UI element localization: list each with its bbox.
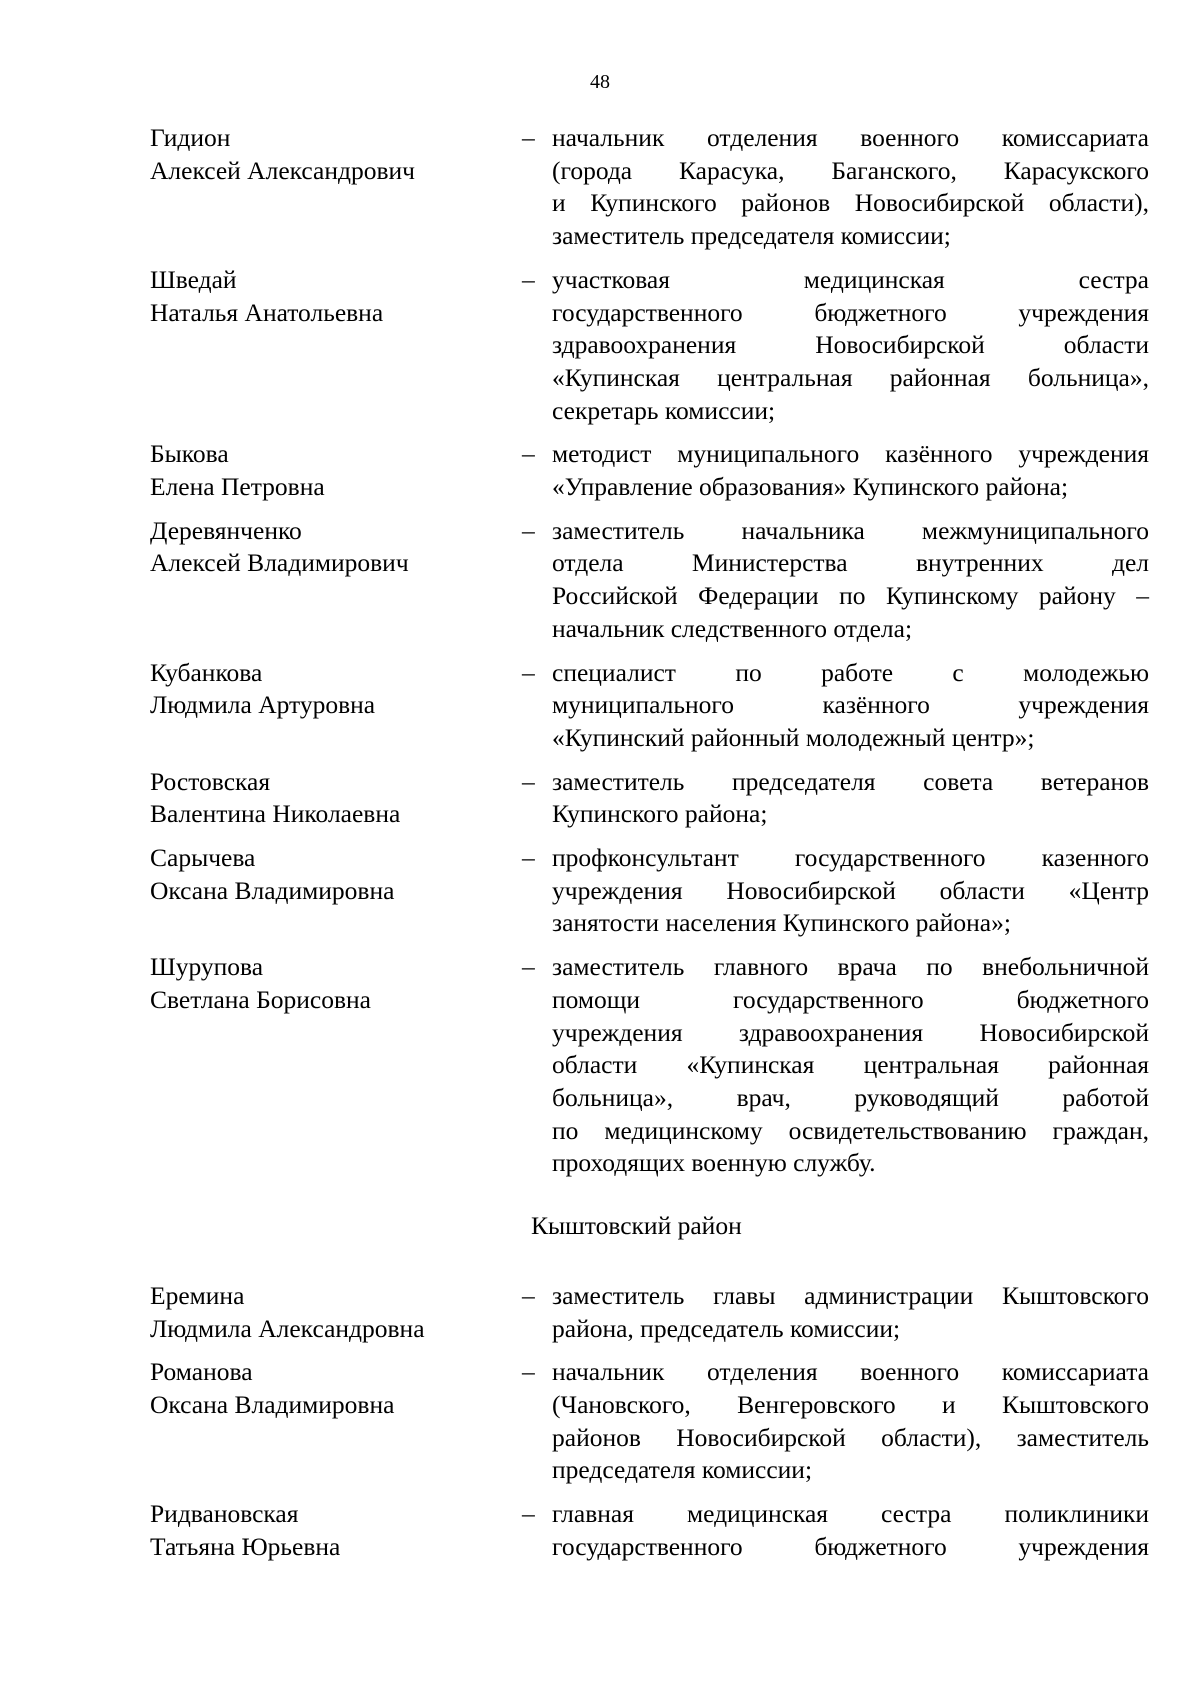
dash-separator: –	[522, 1357, 535, 1387]
position-line: профконсультант государственного казенного	[552, 843, 1149, 873]
dash-separator: –	[522, 1499, 535, 1529]
member-entry	[0, 438, 1200, 503]
member-name	[150, 264, 522, 428]
position-line: «Управление образования» Купинского района;	[552, 472, 1069, 502]
member-given-names: Наталья Анатольевна	[150, 297, 384, 327]
member-entry	[0, 1498, 1200, 1563]
member-given-names: Оксана Владимировна	[150, 875, 395, 905]
member-position	[552, 438, 1149, 503]
member-name	[150, 515, 522, 646]
member-surname: Шурупова	[150, 952, 264, 982]
member-entry	[0, 515, 1200, 646]
member-given-names: Елена Петровна	[150, 472, 325, 502]
member-given-names: Татьяна Юрьевна	[150, 1531, 341, 1561]
dash-separator: –	[522, 439, 535, 469]
member-name	[150, 122, 522, 253]
member-position	[552, 766, 1149, 831]
member-surname: Романова	[150, 1357, 253, 1387]
member-surname: Ростовская	[150, 766, 271, 796]
dash-separator: –	[522, 843, 535, 873]
member-entry	[0, 951, 1200, 1180]
position-line: занятости населения Купинского района»;	[552, 908, 1011, 938]
position-line: муниципального казённого учреждения	[552, 690, 1149, 720]
member-name	[150, 1498, 522, 1563]
member-given-names: Людмила Александровна	[150, 1313, 425, 1343]
member-name	[150, 438, 522, 503]
member-position	[552, 264, 1149, 428]
member-surname: Сарычева	[150, 843, 256, 873]
member-position	[552, 951, 1149, 1180]
member-surname: Кубанкова	[150, 657, 263, 687]
member-position	[552, 515, 1149, 646]
position-line: учреждения здравоохранения Новосибирской	[552, 1017, 1149, 1047]
member-position	[552, 657, 1149, 755]
member-position	[552, 122, 1149, 253]
member-entry	[0, 1280, 1200, 1345]
dash-separator: –	[522, 657, 535, 687]
member-entry	[0, 842, 1200, 940]
member-given-names: Алексей Владимирович	[150, 548, 409, 578]
position-line: государственного бюджетного учреждения	[552, 1531, 1149, 1561]
member-surname: Шведай	[150, 264, 237, 294]
position-line: здравоохранения Новосибирской области	[552, 330, 1149, 360]
position-line: начальник следственного отдела;	[552, 613, 913, 643]
member-surname: Ридвановская	[150, 1499, 299, 1529]
member-name	[150, 766, 522, 831]
page-number: 48	[590, 71, 610, 93]
member-position	[552, 1356, 1149, 1487]
position-line: главная медицинская сестра поликлиники	[552, 1499, 1149, 1529]
member-position	[552, 842, 1149, 940]
member-position	[552, 1498, 1149, 1563]
dash-separator: –	[522, 1280, 535, 1310]
dash-separator: –	[522, 952, 535, 982]
position-line: начальник отделения военного комиссариата	[552, 123, 1149, 152]
position-line: больница», врач, руководящий работой	[552, 1082, 1149, 1112]
member-list-kupinsky	[0, 122, 1200, 1180]
dash-separator: –	[522, 123, 535, 152]
document-body	[0, 122, 1200, 1574]
position-line: «Купинский районный молодежный центр»;	[552, 722, 1035, 752]
member-given-names: Валентина Николаевна	[150, 799, 401, 829]
dash-separator: –	[522, 264, 535, 294]
position-line: начальник отделения военного комиссариата	[552, 1357, 1149, 1387]
position-line: заместитель председателя комиссии;	[552, 221, 951, 251]
position-line: заместитель главы администрации Кыштовского	[552, 1280, 1149, 1310]
member-entry	[0, 122, 1200, 253]
member-given-names: Людмила Артуровна	[150, 690, 376, 720]
member-given-names: Оксана Владимировна	[150, 1389, 395, 1419]
member-given-names: Алексей Александрович	[150, 155, 415, 185]
section-heading: Кыштовский район	[531, 1211, 742, 1241]
member-name	[150, 951, 522, 1180]
position-line: учреждения Новосибирской области «Центр	[552, 875, 1149, 905]
position-line: Российской Федерации по Купинскому району –	[552, 581, 1149, 611]
position-line: методист муниципального казённого учреждения	[552, 439, 1149, 469]
dash-separator: –	[522, 766, 535, 796]
position-line: Купинского района;	[552, 799, 768, 829]
position-line: секретарь комиссии;	[552, 395, 776, 425]
position-line: проходящих военную службу.	[552, 1148, 876, 1178]
position-line: района, председатель комиссии;	[552, 1313, 901, 1343]
position-line: области «Купинская центральная районная	[552, 1050, 1149, 1080]
position-line: специалист по работе с молодежью	[552, 657, 1149, 687]
member-surname: Деревянченко	[150, 515, 302, 545]
position-line: «Купинская центральная районная больница»,	[552, 362, 1149, 392]
position-line: отдела Министерства внутренних дел	[552, 548, 1149, 578]
member-position	[552, 1280, 1149, 1345]
dash-separator: –	[522, 515, 535, 545]
position-line: (города Карасука, Баганского, Карасукского	[552, 155, 1149, 185]
member-entry	[0, 657, 1200, 755]
position-line: помощи государственного бюджетного	[552, 984, 1149, 1014]
position-line: заместитель главного врача по внебольничной	[552, 952, 1149, 982]
position-line: государственного бюджетного учреждения	[552, 297, 1149, 327]
position-line: председателя комиссии;	[552, 1455, 813, 1485]
member-surname: Еремина	[150, 1280, 245, 1310]
position-line: заместитель председателя совета ветеранов	[552, 766, 1149, 796]
member-surname: Быкова	[150, 439, 229, 469]
position-line: (Чановского, Венгеровского и Кыштовского	[552, 1389, 1149, 1419]
member-list-kyshtovsky	[0, 1280, 1200, 1564]
member-entry	[0, 1356, 1200, 1487]
member-entry	[0, 766, 1200, 831]
position-line: по медицинскому освидетельствованию граждан,	[552, 1115, 1149, 1145]
position-line: и Купинского районов Новосибирской области),	[552, 188, 1149, 218]
position-line: участковая медицинская сестра	[552, 264, 1149, 294]
position-line: заместитель начальника межмуниципального	[552, 515, 1149, 545]
member-name	[150, 657, 522, 755]
member-name	[150, 1356, 522, 1487]
member-surname: Гидион	[150, 123, 231, 152]
member-entry	[0, 264, 1200, 428]
position-line: районов Новосибирской области), заместитель	[552, 1422, 1149, 1452]
member-name	[150, 1280, 522, 1345]
member-name	[150, 842, 522, 940]
member-given-names: Светлана Борисовна	[150, 984, 371, 1014]
